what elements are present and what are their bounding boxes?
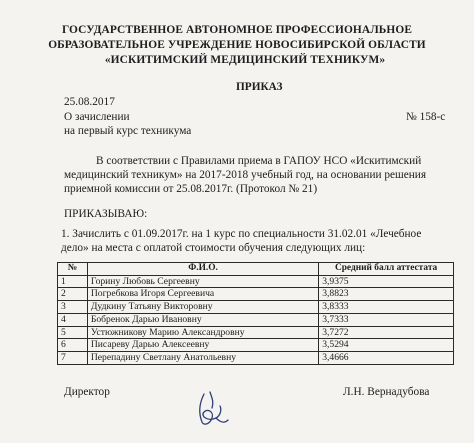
table-header-row: [58, 263, 454, 276]
row-score: 3,7272: [319, 326, 454, 339]
preamble-line-3: приемной комиссии от 25.08.2017г. (Протокол № 21): [64, 183, 318, 195]
header-line-3: «ИСКИТИМСКИЙ МЕДИЦИНСКИЙ ТЕХНИКУМ»: [104, 54, 386, 66]
row-name: Бобренок Дарью Ивановну: [87, 313, 318, 326]
col-header-number: №: [58, 263, 88, 276]
col-header-name: Ф.И.О.: [87, 263, 318, 276]
table-row: [58, 313, 454, 326]
row-number: 4: [58, 313, 88, 326]
row-score: 3,8333: [319, 301, 454, 314]
table-row: [58, 301, 454, 314]
row-name: Дудкину Татьяну Викторовну: [87, 301, 318, 314]
row-name: Погребкова Игоря Сергеевича: [87, 288, 318, 301]
row-name: Перепадину Светлану Анатольевну: [87, 351, 318, 364]
row-name: Устюжникову Марию Александровну: [87, 326, 318, 339]
row-number: 6: [58, 339, 88, 352]
col-header-score: Средний балл аттестата: [319, 263, 454, 276]
signature-name: Л.Н. Вернадубова: [343, 386, 430, 398]
preamble-line-2: медицинский техникум» на 2017-2018 учебный год, на основании решения: [64, 169, 427, 181]
row-score: 3,7333: [319, 313, 454, 326]
row-name: Горину Любовь Сергеевну: [87, 275, 318, 288]
table-row: [58, 339, 454, 352]
row-score: 3,5294: [319, 339, 454, 352]
clause-line-2: дело» на места с оплатой стоимости обучения следующих лиц:: [61, 242, 366, 254]
row-score: 3,9375: [319, 275, 454, 288]
subject-line-2: на первый курс техникума: [64, 125, 192, 137]
table-row: [58, 326, 454, 339]
row-number: 7: [58, 351, 88, 364]
table-row: [58, 288, 454, 301]
table-row: [58, 275, 454, 288]
row-number: 1: [58, 275, 88, 288]
header-line-2: ОБРАЗОВАТЕЛЬНОЕ УЧРЕЖДЕНИЕ НОВОСИБИРСКОЙ ОБЛАСТИ: [48, 39, 426, 51]
doc-title: ПРИКАЗ: [236, 81, 283, 93]
students-table: [57, 262, 454, 365]
row-name: Писареву Дарью Алексеевну: [87, 339, 318, 352]
row-number: 5: [58, 326, 88, 339]
doc-number: № 158-с: [406, 111, 446, 123]
row-number: 3: [58, 301, 88, 314]
header-line-1: ГОСУДАРСТВЕННОЕ АВТОНОМНОЕ ПРОФЕССИОНАЛЬНОЕ: [61, 24, 413, 36]
clause-line-1: 1. Зачислить с 01.09.2017г. на 1 курс по специальности 31.02.01 «Лечебное: [61, 228, 422, 240]
signature-role: Директор: [64, 386, 110, 398]
row-number: 2: [58, 288, 88, 301]
doc-date: 25.08.2017: [64, 96, 115, 108]
order-word: ПРИКАЗЫВАЮ:: [64, 208, 148, 220]
row-score: 3,4666: [319, 351, 454, 364]
row-score: 3,8823: [319, 288, 454, 301]
subject-line-1: О зачислении: [64, 111, 130, 123]
preamble-line-1: В соответствии с Правилами приема в ГАПОУ НСО «Искитимский: [96, 155, 422, 167]
handwritten-signature: [190, 388, 236, 430]
table-row: [58, 351, 454, 364]
